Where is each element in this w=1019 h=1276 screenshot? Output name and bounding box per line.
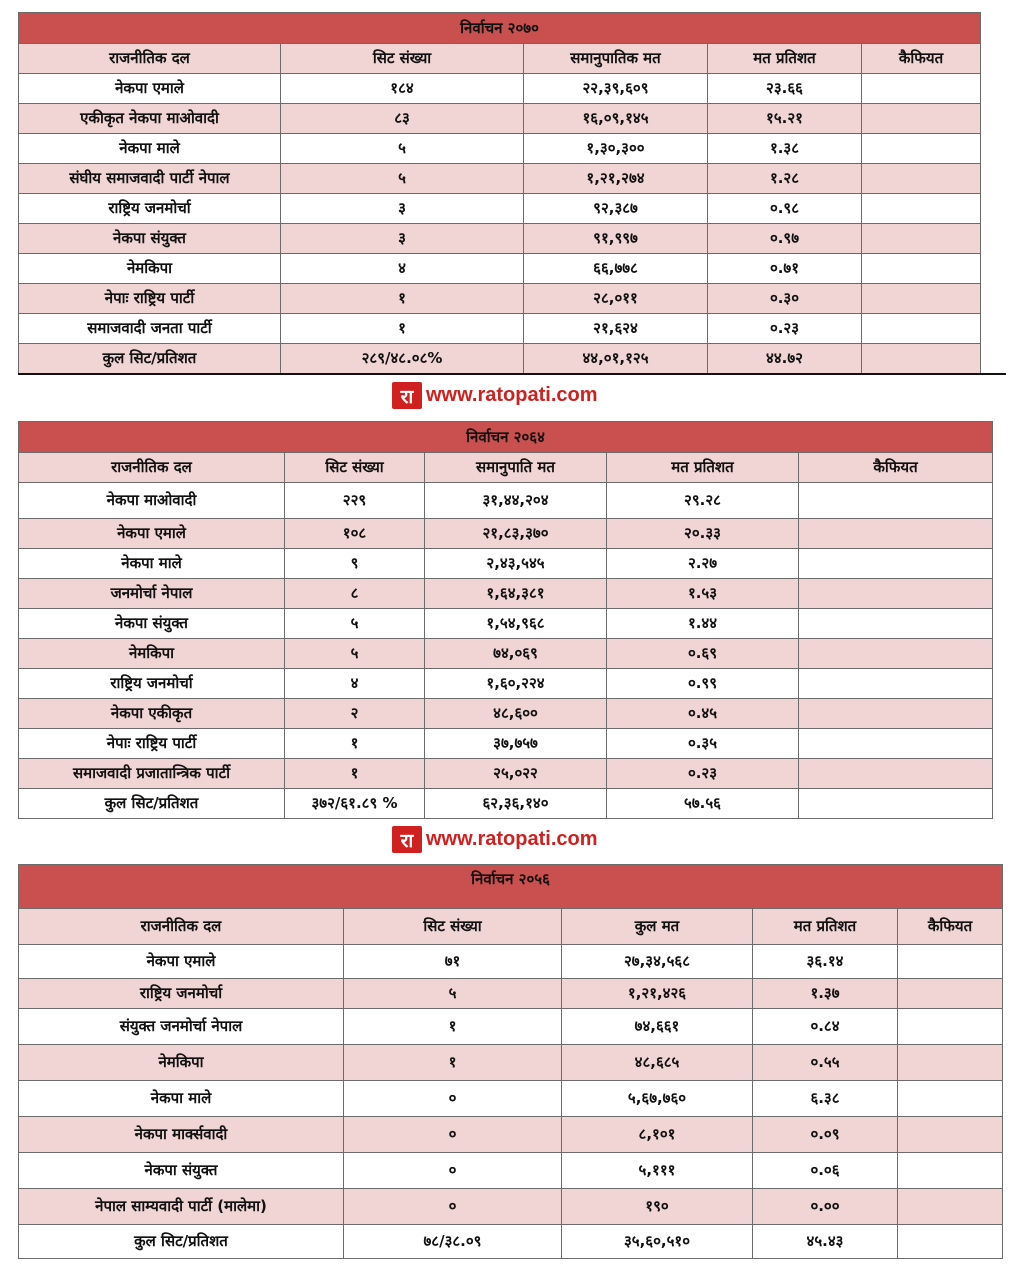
- cell-party: नेकपा माओवादी: [19, 483, 285, 519]
- cell-votes: २७,३४,५६८: [562, 944, 753, 978]
- cell-party: जनमोर्चा नेपाल: [19, 579, 285, 609]
- cell-votes: ९२,३८७: [524, 194, 708, 224]
- header-party: राजनीतिक दल: [19, 908, 344, 944]
- cell-seats: ५: [281, 164, 524, 194]
- table-row: [19, 344, 981, 374]
- cell-party: नेकपा संयुक्त: [19, 224, 281, 254]
- cell-remarks: [862, 134, 981, 164]
- table-row: [19, 1188, 1003, 1224]
- cell-percent: ०.७१: [708, 254, 862, 284]
- cell-seats: ४: [281, 254, 524, 284]
- cell-percent: ०.२३: [607, 759, 799, 789]
- table-body: [19, 483, 993, 819]
- cell-percent: ४४.७२: [708, 344, 862, 374]
- election-2070-table: [18, 12, 981, 374]
- cell-remarks: [862, 104, 981, 134]
- cell-seats: १: [281, 314, 524, 344]
- cell-percent: २.२७: [607, 549, 799, 579]
- cell-party: नेपाः राष्ट्रिय पार्टी: [19, 729, 285, 759]
- cell-votes: ५,६७,७६०: [562, 1080, 753, 1116]
- cell-party: नेमकिपा: [19, 639, 285, 669]
- table-row: [19, 1008, 1003, 1044]
- header-remarks: कैफियत: [799, 453, 993, 483]
- cell-percent: ०.३५: [607, 729, 799, 759]
- table-row: [19, 609, 993, 639]
- table-body: [19, 74, 981, 374]
- header-votes: कुल मत: [562, 908, 753, 944]
- cell-votes: ३७,७५७: [425, 729, 607, 759]
- cell-remarks: [799, 789, 993, 819]
- table-row: [19, 1224, 1003, 1258]
- cell-seats: ०: [344, 1116, 562, 1152]
- cell-party: राष्ट्रिय जनमोर्चा: [19, 978, 344, 1008]
- cell-party: नेकपा एमाले: [19, 74, 281, 104]
- cell-party: नेकपा एमाले: [19, 944, 344, 978]
- cell-party: नेपाः राष्ट्रिय पार्टी: [19, 284, 281, 314]
- table-row: [19, 978, 1003, 1008]
- cell-remarks: [799, 579, 993, 609]
- cell-party: नेकपा माले: [19, 1080, 344, 1116]
- cell-seats: ५: [285, 639, 425, 669]
- cell-remarks: [898, 1224, 1003, 1258]
- cell-percent: ०.८४: [753, 1008, 898, 1044]
- cell-percent: ०.९९: [607, 669, 799, 699]
- cell-seats: १०८: [285, 519, 425, 549]
- cell-party: नेकपा संयुक्त: [19, 1152, 344, 1188]
- cell-remarks: [799, 699, 993, 729]
- header-remarks: कैफियत: [862, 44, 981, 74]
- table-row: [19, 729, 993, 759]
- cell-party: नेमकिपा: [19, 254, 281, 284]
- table-row: [19, 483, 993, 519]
- cell-seats: १: [344, 1008, 562, 1044]
- cell-remarks: [898, 1008, 1003, 1044]
- header-percent: मत प्रतिशत: [753, 908, 898, 944]
- cell-percent: ०.२३: [708, 314, 862, 344]
- ratopati-logo-icon: रा: [392, 382, 422, 409]
- cell-remarks: [799, 729, 993, 759]
- cell-votes: १,३०,३००: [524, 134, 708, 164]
- cell-party: नेपाल साम्यवादी पार्टी (मालेमा): [19, 1188, 344, 1224]
- header-percent: मत प्रतिशत: [607, 453, 799, 483]
- cell-seats: २२९: [285, 483, 425, 519]
- cell-seats: ३: [281, 194, 524, 224]
- cell-seats: २: [285, 699, 425, 729]
- watermark: [392, 382, 598, 409]
- cell-remarks: [862, 314, 981, 344]
- cell-seats: ८३: [281, 104, 524, 134]
- cell-seats: १: [344, 1044, 562, 1080]
- table-row: [19, 74, 981, 104]
- cell-percent: ६.३८: [753, 1080, 898, 1116]
- cell-remarks: [799, 549, 993, 579]
- cell-votes: १६,०९,१४५: [524, 104, 708, 134]
- cell-percent: २३.६६: [708, 74, 862, 104]
- cell-votes: १,२१,२७४: [524, 164, 708, 194]
- table-row: [19, 699, 993, 729]
- cell-votes: १,२१,४२६: [562, 978, 753, 1008]
- cell-party: नेकपा मार्क्सवादी: [19, 1116, 344, 1152]
- table-row: [19, 579, 993, 609]
- cell-percent: १.३८: [708, 134, 862, 164]
- cell-remarks: [898, 1080, 1003, 1116]
- cell-votes: २१,६२४: [524, 314, 708, 344]
- cell-party: कुल सिट/प्रतिशत: [19, 344, 281, 374]
- table-title: निर्वाचन २०५६: [19, 865, 1003, 894]
- cell-remarks: [898, 978, 1003, 1008]
- cell-seats: ०: [344, 1080, 562, 1116]
- cell-votes: २५,०२२: [425, 759, 607, 789]
- cell-remarks: [898, 1116, 1003, 1152]
- header-seats: सिट संख्या: [281, 44, 524, 74]
- cell-remarks: [799, 759, 993, 789]
- cell-party: कुल सिट/प्रतिशत: [19, 1224, 344, 1258]
- cell-percent: ०.६९: [607, 639, 799, 669]
- cell-remarks: [862, 194, 981, 224]
- table-row: [19, 314, 981, 344]
- cell-remarks: [799, 669, 993, 699]
- election-2064-table: [18, 421, 993, 819]
- cell-votes: ९१,९९७: [524, 224, 708, 254]
- cell-party: समाजवादी जनता पार्टी: [19, 314, 281, 344]
- cell-votes: ४४,०१,१२५: [524, 344, 708, 374]
- cell-percent: ०.०६: [753, 1152, 898, 1188]
- cell-percent: ०.००: [753, 1188, 898, 1224]
- cell-seats: ५: [281, 134, 524, 164]
- cell-seats: ०: [344, 1188, 562, 1224]
- table-row: [19, 1152, 1003, 1188]
- watermark: [392, 826, 598, 853]
- cell-votes: ४८,६८५: [562, 1044, 753, 1080]
- header-percent: मत प्रतिशत: [708, 44, 862, 74]
- header-votes: समानुपाति मत: [425, 453, 607, 483]
- header-remarks: कैफियत: [898, 908, 1003, 944]
- table-title: निर्वाचन २०६४: [19, 422, 993, 453]
- cell-remarks: [898, 1044, 1003, 1080]
- cell-party: नेकपा संयुक्त: [19, 609, 285, 639]
- cell-votes: ६६,७७८: [524, 254, 708, 284]
- cell-percent: ०.०९: [753, 1116, 898, 1152]
- cell-percent: ०.३०: [708, 284, 862, 314]
- watermark-url: www.ratopati.com: [426, 384, 598, 406]
- watermark-url: www.ratopati.com: [426, 828, 598, 850]
- ratopati-logo-icon: रा: [392, 826, 422, 853]
- header-seats: सिट संख्या: [344, 908, 562, 944]
- cell-party: राष्ट्रिय जनमोर्चा: [19, 669, 285, 699]
- cell-seats: ३: [281, 224, 524, 254]
- cell-seats: २८९/४८.०८%: [281, 344, 524, 374]
- cell-votes: १,६०,२२४: [425, 669, 607, 699]
- table-row: [19, 104, 981, 134]
- election-2056-table: [18, 864, 1003, 1259]
- cell-seats: ७१: [344, 944, 562, 978]
- cell-seats: ५: [285, 609, 425, 639]
- header-seats: सिट संख्या: [285, 453, 425, 483]
- table-row: [19, 639, 993, 669]
- cell-votes: २२,३९,६०९: [524, 74, 708, 104]
- cell-remarks: [898, 1188, 1003, 1224]
- cell-seats: ८: [285, 579, 425, 609]
- cell-party: संघीय समाजवादी पार्टी नेपाल: [19, 164, 281, 194]
- cell-percent: ०.५५: [753, 1044, 898, 1080]
- cell-remarks: [898, 1152, 1003, 1188]
- cell-remarks: [862, 224, 981, 254]
- cell-party: नेकपा एमाले: [19, 519, 285, 549]
- table-row: [19, 224, 981, 254]
- cell-percent: २९.२८: [607, 483, 799, 519]
- table-row: [19, 1044, 1003, 1080]
- cell-percent: २०.३३: [607, 519, 799, 549]
- table-row: [19, 134, 981, 164]
- cell-percent: ०.४५: [607, 699, 799, 729]
- cell-seats: ७८/३८.०९: [344, 1224, 562, 1258]
- cell-seats: १: [285, 729, 425, 759]
- table-row: [19, 519, 993, 549]
- cell-party: समाजवादी प्रजातान्त्रिक पार्टी: [19, 759, 285, 789]
- header-party: राजनीतिक दल: [19, 453, 285, 483]
- cell-percent: ०.९८: [708, 194, 862, 224]
- cell-seats: १: [285, 759, 425, 789]
- cell-votes: १,५४,९६८: [425, 609, 607, 639]
- cell-party: राष्ट्रिय जनमोर्चा: [19, 194, 281, 224]
- cell-votes: ६२,३६,१४०: [425, 789, 607, 819]
- cell-remarks: [799, 483, 993, 519]
- cell-seats: ९: [285, 549, 425, 579]
- cell-party: नेकपा माले: [19, 549, 285, 579]
- table-row: [19, 284, 981, 314]
- cell-votes: ८,१०१: [562, 1116, 753, 1152]
- table-row: [19, 1116, 1003, 1152]
- cell-party: नेकपा माले: [19, 134, 281, 164]
- header-party: राजनीतिक दल: [19, 44, 281, 74]
- cell-percent: १.३७: [753, 978, 898, 1008]
- cell-party: कुल सिट/प्रतिशत: [19, 789, 285, 819]
- cell-remarks: [862, 284, 981, 314]
- cell-seats: ५: [344, 978, 562, 1008]
- divider-line: [18, 373, 1006, 375]
- cell-party: नेकपा एकीकृत: [19, 699, 285, 729]
- cell-percent: १.५३: [607, 579, 799, 609]
- cell-seats: १: [281, 284, 524, 314]
- table-row: [19, 254, 981, 284]
- table-title: निर्वाचन २०७०: [19, 13, 981, 44]
- table-row: [19, 759, 993, 789]
- cell-votes: २,४३,५४५: [425, 549, 607, 579]
- title-band: [19, 894, 1003, 909]
- table-row: [19, 944, 1003, 978]
- table-row: [19, 1080, 1003, 1116]
- cell-remarks: [862, 344, 981, 374]
- cell-seats: ३७२/६१.८९ %: [285, 789, 425, 819]
- cell-seats: ४: [285, 669, 425, 699]
- cell-votes: २८,०११: [524, 284, 708, 314]
- cell-seats: १८४: [281, 74, 524, 104]
- cell-votes: १९०: [562, 1188, 753, 1224]
- cell-percent: ०.९७: [708, 224, 862, 254]
- table-row: [19, 164, 981, 194]
- table-row: [19, 194, 981, 224]
- table-row: [19, 789, 993, 819]
- cell-votes: ४८,६००: [425, 699, 607, 729]
- cell-remarks: [799, 639, 993, 669]
- cell-party: संयुक्त जनमोर्चा नेपाल: [19, 1008, 344, 1044]
- table-row: [19, 549, 993, 579]
- cell-party: एकीकृत नेकपा माओवादी: [19, 104, 281, 134]
- cell-votes: ५,१११: [562, 1152, 753, 1188]
- header-votes: समानुपातिक मत: [524, 44, 708, 74]
- cell-remarks: [862, 74, 981, 104]
- cell-votes: १,६४,३८१: [425, 579, 607, 609]
- cell-percent: ३६.१४: [753, 944, 898, 978]
- cell-percent: ४५.४३: [753, 1224, 898, 1258]
- cell-remarks: [898, 944, 1003, 978]
- cell-seats: ०: [344, 1152, 562, 1188]
- cell-party: नेमकिपा: [19, 1044, 344, 1080]
- cell-remarks: [799, 519, 993, 549]
- cell-votes: ७४,०६९: [425, 639, 607, 669]
- cell-votes: २१,८३,३७०: [425, 519, 607, 549]
- cell-votes: ३५,६०,५१०: [562, 1224, 753, 1258]
- cell-remarks: [862, 164, 981, 194]
- cell-remarks: [862, 254, 981, 284]
- table-row: [19, 669, 993, 699]
- cell-percent: १.२८: [708, 164, 862, 194]
- cell-percent: १५.२१: [708, 104, 862, 134]
- cell-votes: ३१,४४,२०४: [425, 483, 607, 519]
- table-body: [19, 944, 1003, 1258]
- cell-percent: १.४४: [607, 609, 799, 639]
- cell-votes: ७४,६६१: [562, 1008, 753, 1044]
- cell-percent: ५७.५६: [607, 789, 799, 819]
- cell-remarks: [799, 609, 993, 639]
